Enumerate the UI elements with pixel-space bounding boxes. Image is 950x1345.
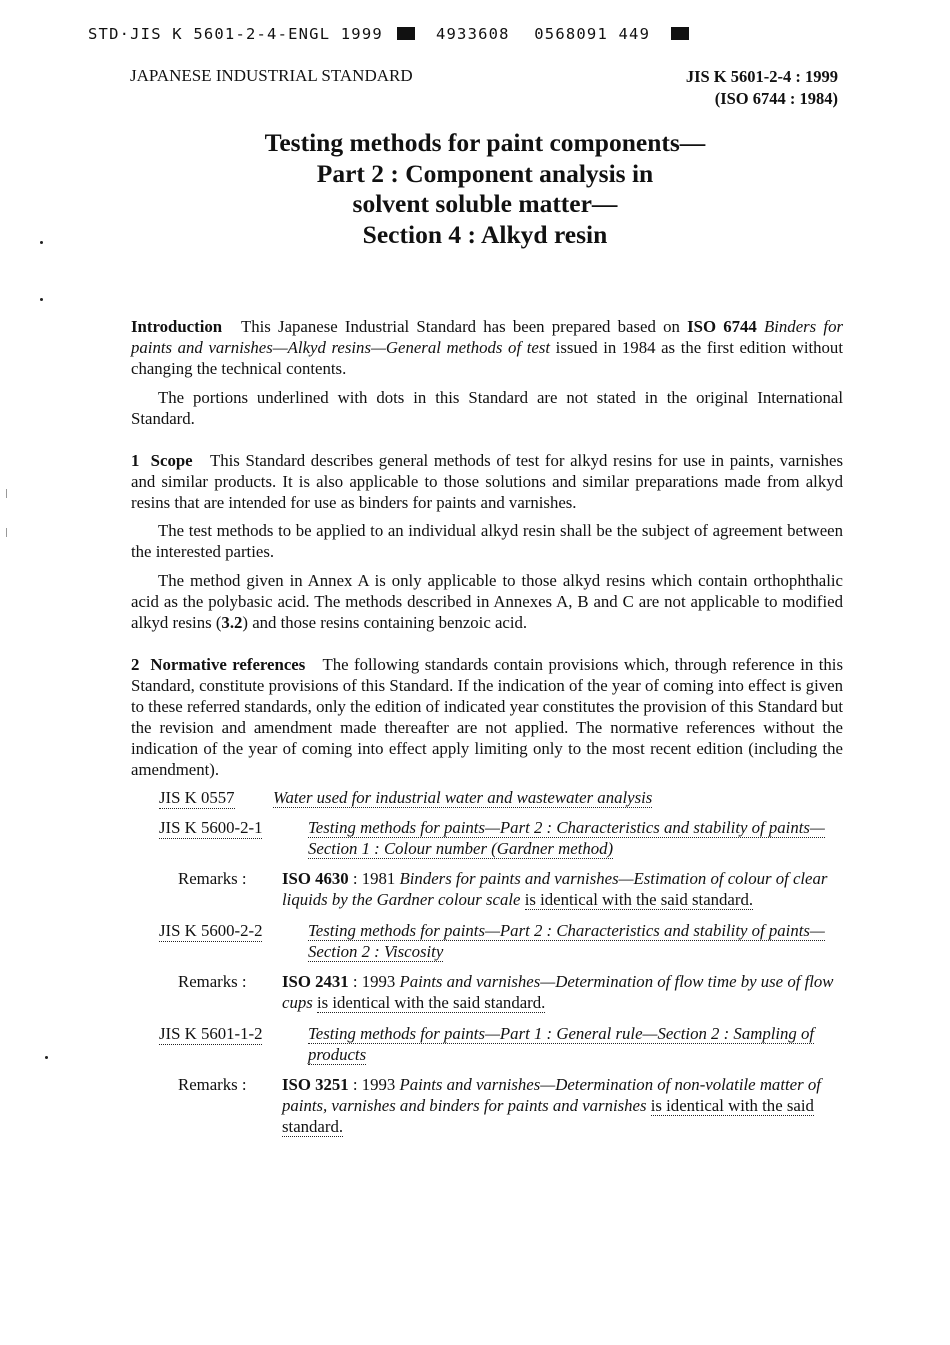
intro-note-paragraph: The portions underlined with dots in this Standard are not stated in the original International Standard. [131, 387, 843, 428]
scope-number: 1 [131, 450, 140, 470]
remark-tail: is identical with the said standard. [524, 890, 754, 909]
scan-speck [40, 241, 43, 244]
black-block-mark [397, 27, 415, 40]
scope-paragraph-2: The test methods to be applied to an individual alkyd resin shall be the subject of agreement between the interested parties. [131, 521, 843, 561]
normative-text: The following standards contain provisions which, through reference in this Standard, constitute provisions of this Standard. If the indication of the year of coming into effect is given to these referred standards, only the edition of indicated year constitutes the provision of this Standard but the revision and amendment made thereafter are not applied. The normative references without the indication of the year of coming into effect apply limiting only to the most recent edition (including the amendment). [131, 654, 843, 779]
scan-speck [45, 1056, 48, 1059]
reference-entry [131, 817, 843, 859]
remark-iso-title: Paints and varnishes—Determination of non-volatile matter of paints, varnishes and binders for paints and varnishes [282, 1075, 821, 1115]
black-block-mark [671, 27, 689, 40]
title-line-4: Section 4 : Alkyd resin [362, 219, 608, 249]
scope-paragraph-3 [131, 570, 843, 633]
iso-equivalent: (ISO 6744 : 1984) [714, 89, 838, 108]
scan-edge-mark [6, 528, 7, 537]
reference-code: JIS K 5601-1-2 [159, 1024, 263, 1043]
remark-iso-title: Paints and varnishes—Determination of flow time by use of flow cups [282, 972, 834, 1012]
remark-label: Remarks : [178, 869, 247, 888]
document-title [140, 128, 830, 250]
document-body [131, 316, 843, 1147]
intro-text: This Japanese Industrial Standard has been prepared based on [241, 317, 680, 336]
reference-title: Testing methods for paints—Part 2 : Characteristics and stability of paints—Section 2 : Viscosity [308, 921, 825, 961]
reference-remark [131, 868, 843, 910]
reference-entry [131, 787, 843, 808]
scope-heading: Scope [150, 450, 193, 470]
stamp-code: STD·JIS K 5601-2-4-ENGL 1999 [88, 25, 383, 43]
reference-entry [131, 1023, 843, 1065]
scan-edge-mark [6, 489, 7, 498]
stamp-number-1: 4933608 [435, 25, 510, 43]
scope-paragraph [131, 450, 843, 513]
title-line-1: Testing methods for paint components— [264, 128, 706, 157]
normative-paragraph [131, 654, 843, 780]
scope-p3-text-end: ) and those resins containing benzoic acid. [242, 612, 528, 632]
remark-label: Remarks : [178, 972, 247, 991]
reference-code: JIS K 0557 [159, 788, 235, 807]
scope-text: This Standard describes general methods of test for alkyd resins for use in paints, varnishes and similar products. It is also applicable to those solutions and similar preparations made from alkyd resins that are intended for use as binders for paints and varnishes. [131, 450, 843, 512]
standard-category: JAPANESE INDUSTRIAL STANDARD [130, 66, 413, 85]
remark-year: : 1981 [352, 869, 396, 888]
normative-number: 2 [131, 654, 140, 674]
remark-label: Remarks : [178, 1075, 247, 1094]
intro-heading: Introduction [131, 317, 223, 336]
reference-remark [131, 1074, 843, 1137]
standard-number: JIS K 5601-2-4 : 1999 [685, 67, 838, 86]
remark-year: : 1993 [352, 1075, 396, 1094]
remark-year: : 1993 [352, 972, 396, 991]
intro-iso-title: Binders for paints and varnishes—Alkyd resins—General methods of test [131, 317, 843, 357]
reference-entry [131, 920, 843, 962]
title-line-3: solvent soluble matter— [352, 189, 618, 218]
remark-tail: is identical with the said standard. [316, 993, 546, 1012]
stamp-number-2: 0568091 449 [534, 25, 651, 43]
scope-p3-text: The method given in Annex A is only applicable to those alkyd resins which contain orthophthalic acid as the polybasic acid. The methods described in Annexes A, B and C are not applicable to modified alkyd resins ( [131, 570, 843, 632]
reference-code: JIS K 5600-2-1 [159, 818, 263, 837]
title-line-2: Part 2 : Component analysis in [316, 158, 654, 188]
remark-tail: is identical with the said standard. [282, 1096, 814, 1136]
standard-number-block [686, 66, 838, 110]
reference-code: JIS K 5600-2-2 [159, 921, 263, 940]
remark-iso-title: Binders for paints and varnishes—Estimation of colour of clear liquids by the Gardner colour scale [282, 869, 828, 909]
scan-speck [40, 298, 43, 301]
remark-iso: ISO 4630 [282, 869, 349, 888]
reference-title: Testing methods for paints—Part 1 : General rule—Section 2 : Sampling of products [308, 1024, 815, 1064]
scan-stamp [88, 25, 699, 43]
remark-iso: ISO 2431 [282, 972, 349, 991]
remark-iso: ISO 3251 [282, 1075, 349, 1094]
scope-clause-ref: 3.2 [221, 612, 243, 632]
reference-remark [131, 971, 843, 1013]
intro-paragraph [131, 316, 843, 379]
normative-heading: Normative references [150, 654, 306, 674]
reference-title: Testing methods for paints—Part 2 : Characteristics and stability of paints—Section 1 : Colour number (Gardner method) [308, 818, 825, 858]
reference-title: Water used for industrial water and wastewater analysis [273, 788, 653, 807]
intro-iso-ref: ISO 6744 [687, 317, 757, 336]
intro-text-end: issued in 1984 as the first edition without changing the technical contents. [131, 338, 843, 378]
